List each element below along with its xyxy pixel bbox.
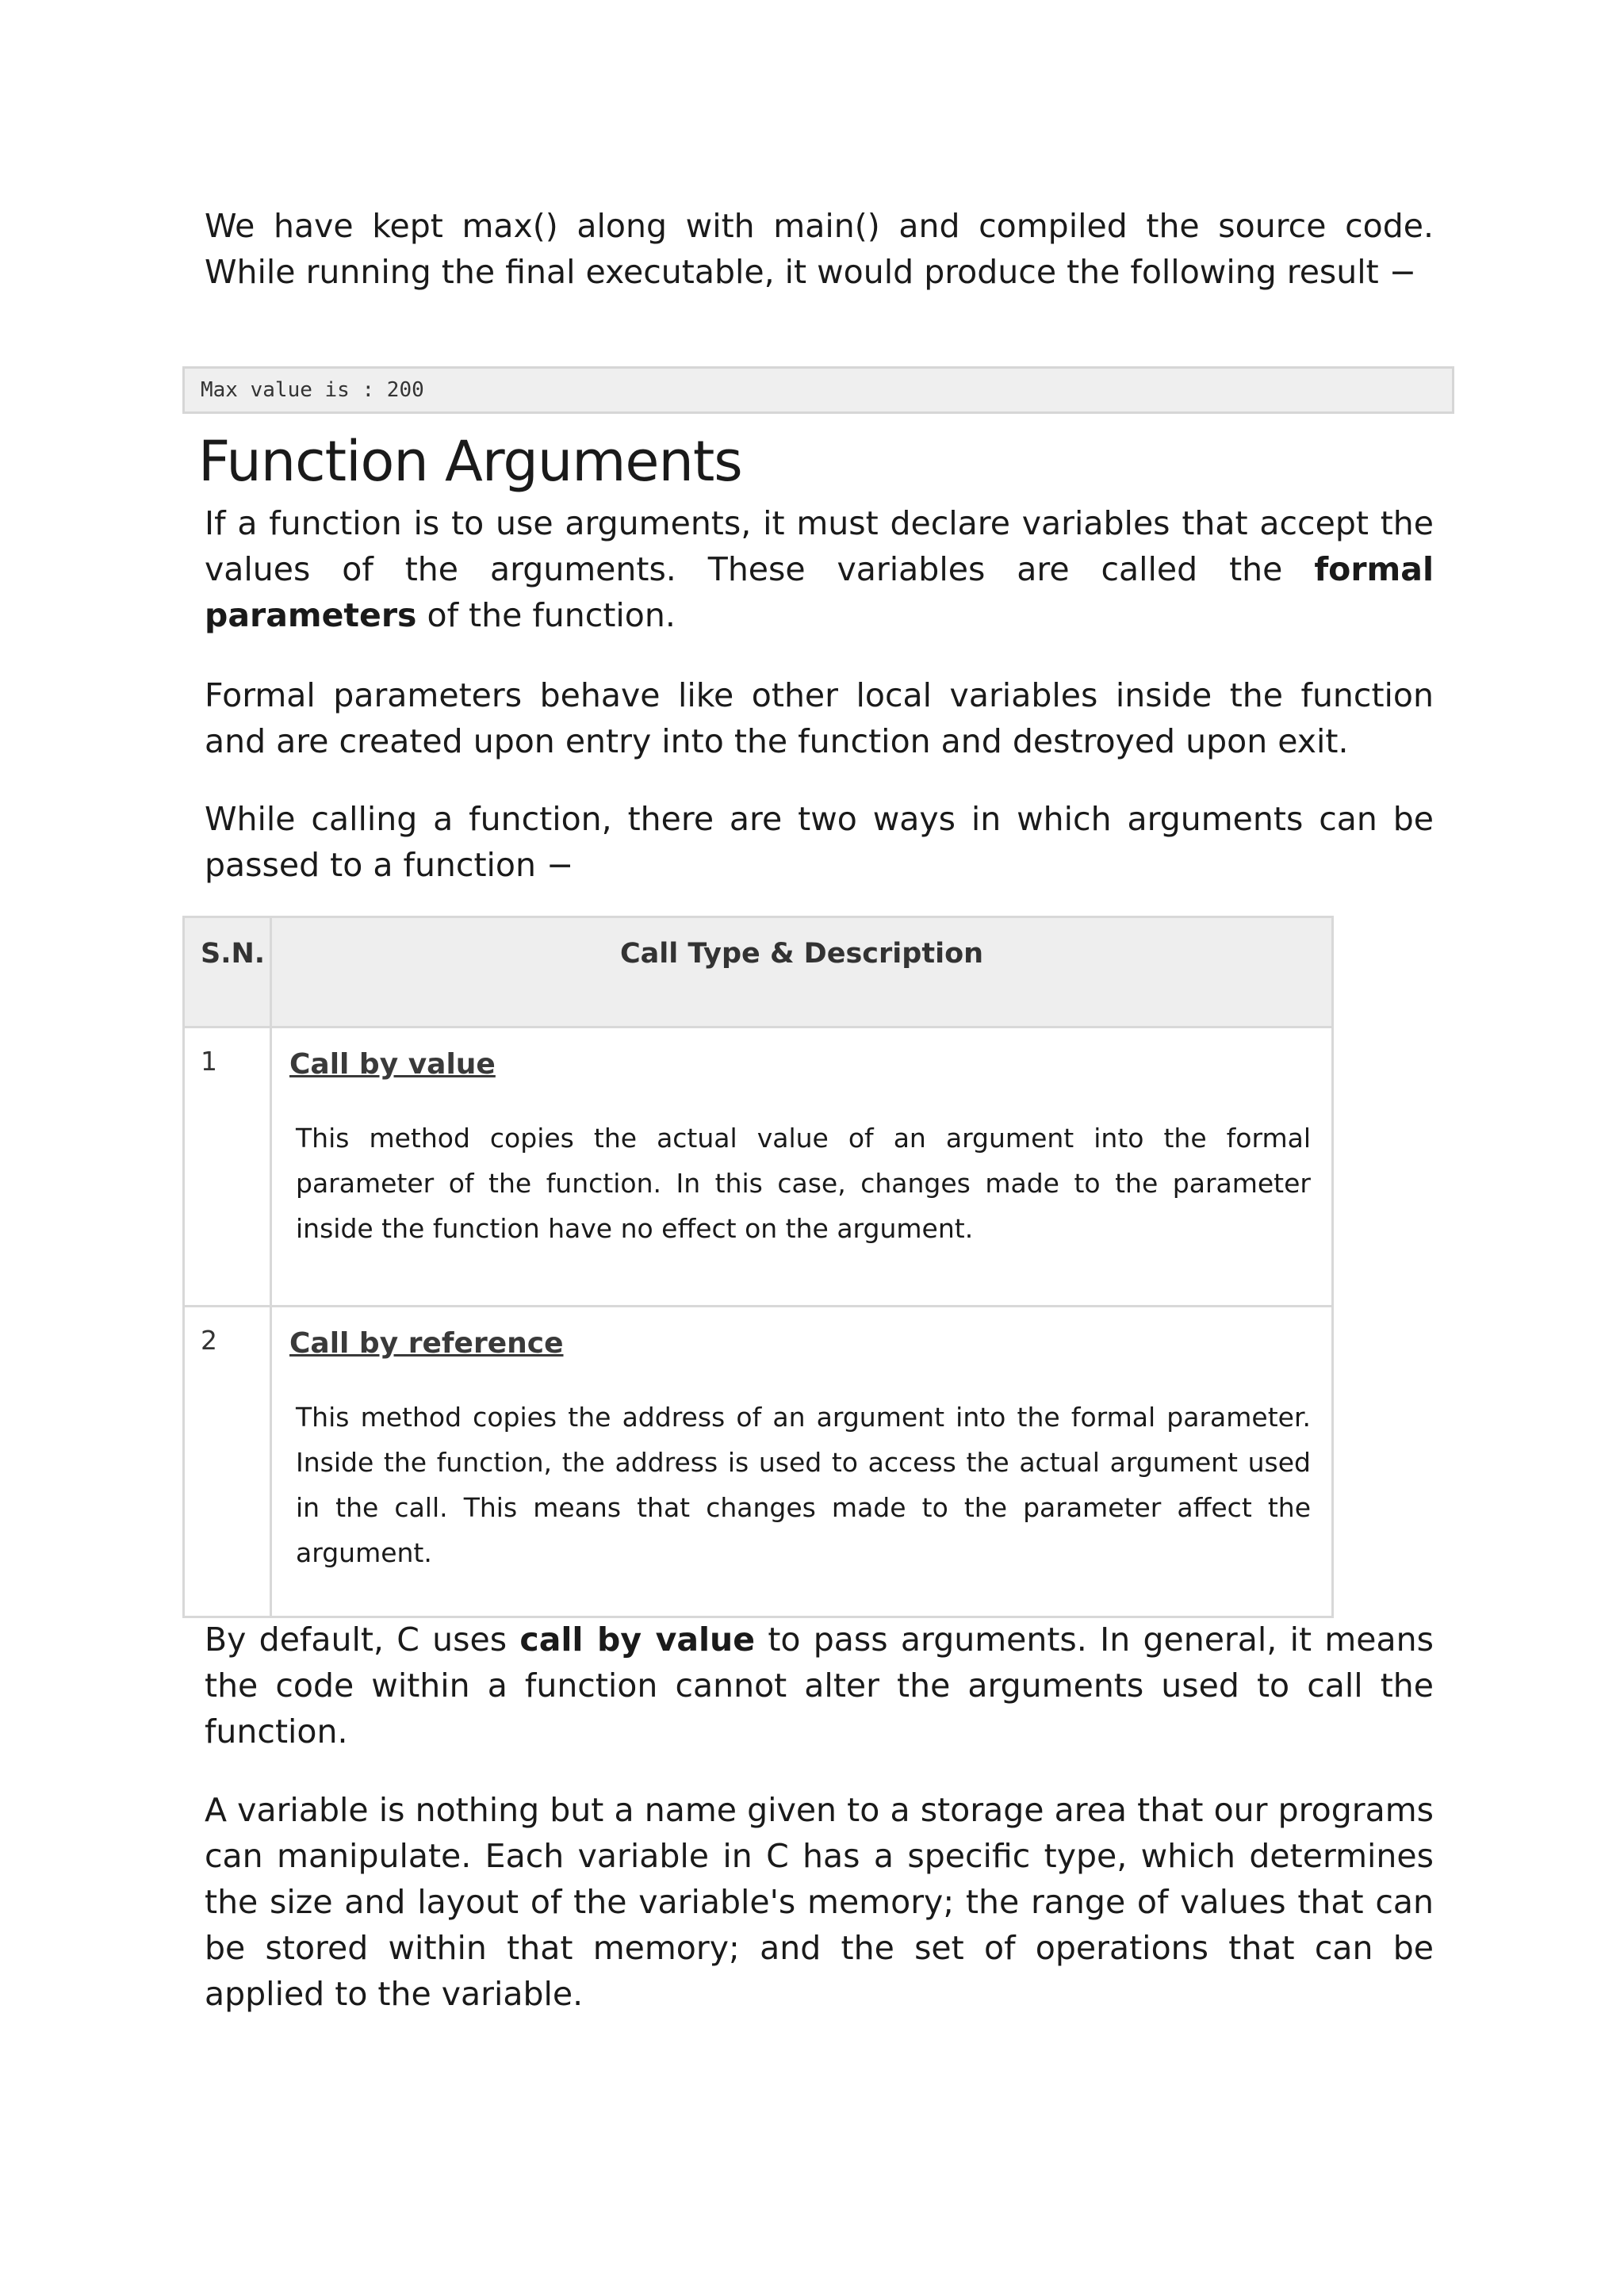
- table-row: [184, 1307, 1333, 1617]
- row-number: 2: [184, 1307, 271, 1617]
- formal-paragraph-tail: of the function.: [416, 596, 676, 634]
- formal-parameters-term: formal parameters: [205, 550, 1434, 634]
- default-paragraph-tail: to pass arguments. In general, it means the code within a function cannot alter the arguments used to call the function.: [205, 1621, 1434, 1751]
- formal-paragraph-text: If a function is to use arguments, it must declare variables that accept the values of the arguments. These variables are called the: [205, 504, 1434, 588]
- call-type-cell: [271, 1307, 1333, 1617]
- call-types-table: [182, 916, 1334, 1618]
- call-by-value-link[interactable]: Call by value: [289, 1048, 496, 1081]
- call-type-cell: [271, 1027, 1333, 1307]
- table-row: [184, 1027, 1333, 1307]
- code-output-box: Max value is : 200: [182, 366, 1454, 414]
- default-call-paragraph: [205, 1617, 1434, 1755]
- call-by-reference-link[interactable]: Call by reference: [289, 1327, 564, 1360]
- variable-definition-paragraph: A variable is nothing but a name given to a storage area that our programs can manipulate. Each variable in C has a specific type, which determines the size and layout of the variable's memory; the range of values that can be stored within that memory; and the set of operations that can be applied to the variable.: [205, 1791, 1434, 2013]
- default-paragraph-text: By default, C uses: [205, 1621, 520, 1659]
- call-by-reference-description: This method copies the address of an argument into the formal parameter. Inside the function, the address is used to access the actual argument used in the call. This means that changes made to the parameter affect the argument.: [296, 1402, 1311, 1568]
- header-sn: S.N.: [184, 917, 271, 1027]
- call-by-value-description: This method copies the actual value of an argument into the formal parameter of the function. In this case, changes made to the parameter inside the function have no effect on the argument.: [296, 1123, 1311, 1244]
- header-call-type: Call Type & Description: [271, 917, 1333, 1027]
- local-variables-paragraph: Formal parameters behave like other local variables inside the function and are created upon entry into the function and destroyed upon exit.: [205, 676, 1434, 760]
- formal-parameters-paragraph: [205, 500, 1434, 638]
- table-header-row: [184, 917, 1333, 1027]
- row-number: 1: [184, 1027, 271, 1307]
- section-heading: Function Arguments: [198, 429, 742, 494]
- intro-paragraph: We have kept max() along with main() and compiled the source code. While running the final executable, it would produce the following result −: [205, 207, 1434, 291]
- call-by-value-term: call by value: [519, 1621, 756, 1659]
- calling-ways-paragraph: While calling a function, there are two ways in which arguments can be passed to a function −: [205, 800, 1434, 884]
